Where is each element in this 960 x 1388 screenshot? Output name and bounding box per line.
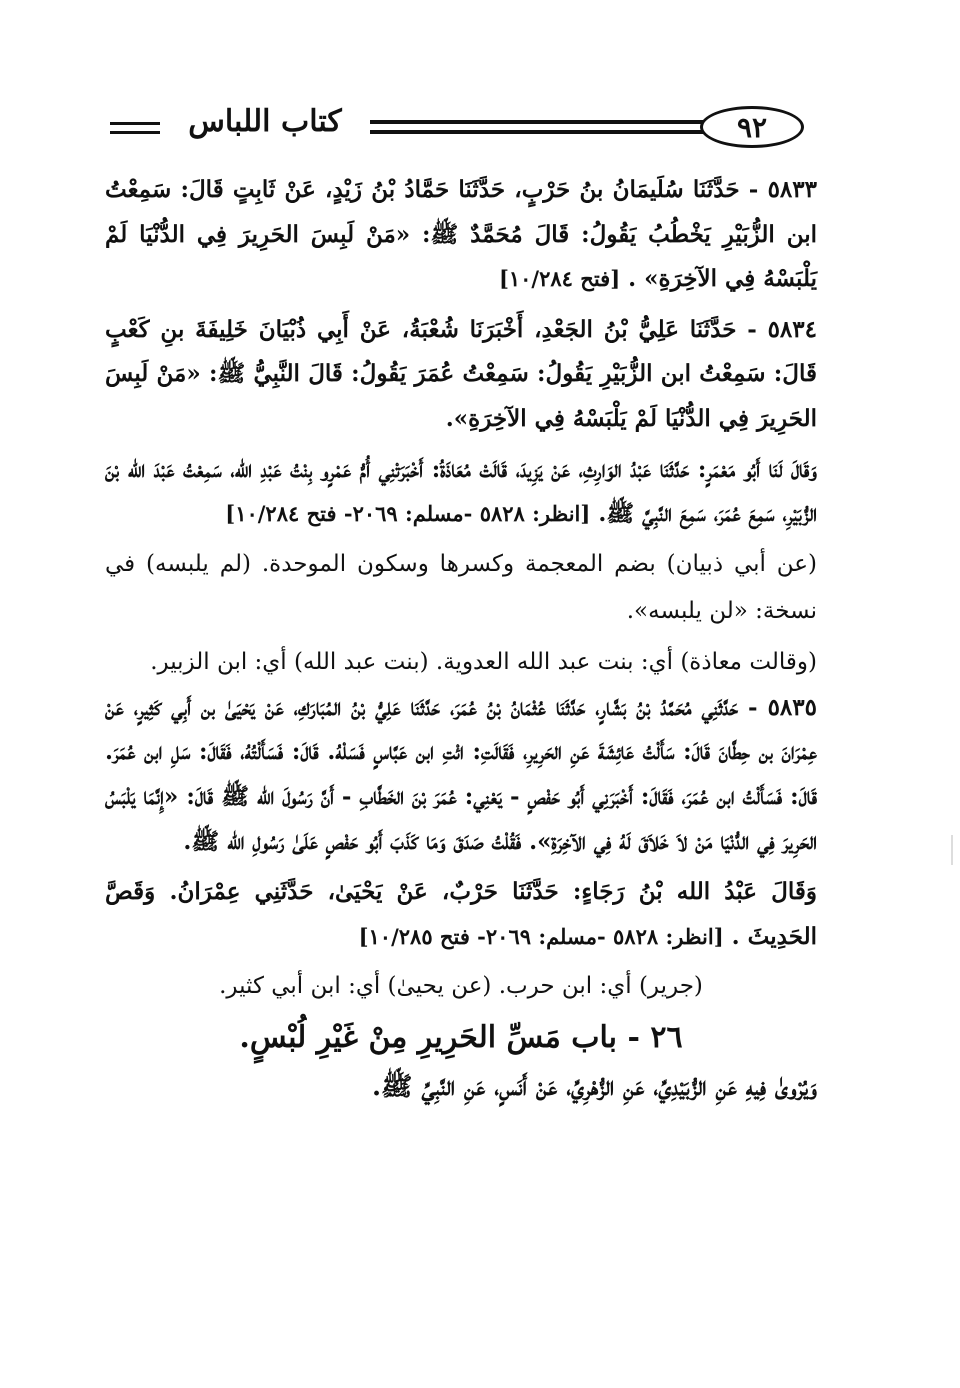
hadith-5835: ٥٨٣٥ - حَدَّثَنِي مُحَمَّدُ بْنُ بَشَّارٍ، حَدَّثَنَا عُثْمَانُ بْنُ عُمَرَ، حَدَّثَنَا عَلِيُّ بْنُ المُبَارَكِ، عَنْ يَحْيَىٰ بن أَبِي كَثِيرٍ، عَنْ عِمْرَانَ بن حِطَّانَ قَالَ: سَأَلْتُ عَائِشَةَ عَنِ الحَرِيرِ، فَقَالَتِ: ائْتِ ابن عَبَّاسٍ فَسَلْهُ. قَالَ: فَسَأَلْتُهُ، فَقَالَ: سَلِ ابن عُمَرَ. قَالَ: فَسَأَلْتُ ابن عُمَرَ، فَقَالَ: أَخْبَرَنِي أَبُو حَفْصٍ - يَعْنِي: عُمَرَ بْنَ الخَطَّابِ - أَنَّ رَسُولَ الله ﷺ قَالَ: «إِنَّمَا يَلْبَسُ الحَرِيرَ فِي الدُّنْيَا مَنْ لاَ خَلاَقَ لَهُ فِي الآخِرَةِ». فَقُلْتُ صَدَقَ وَمَا كَذَبَ أَبُو حَفْصٍ عَلَىٰ رَسُولِ الله ﷺ. <box>105 693 817 855</box>
page-header <box>100 92 820 162</box>
commentary-note-2: (وقالت معاذة) أي: بنت عبد الله العدوية. (بنت عبد الله) أي: ابن الزبير. <box>150 648 817 675</box>
hadith-5835-reference: [انظر: ٥٨٢٨ -مسلم: ٢٠٦٩- فتح ١٠/٢٨٥] <box>358 923 724 949</box>
chapter-narration: وَيُرْوىٰ فِيهِ عَنِ الزُّبَيْدِيِّ، عَنِ الزُّهْرِيِّ، عَنْ أَنَسٍ، عَنِ النَّبِيِّ ﷺ. <box>371 1072 817 1103</box>
hadith-5833 <box>105 168 817 302</box>
hadith-5834: ٥٨٣٤ - حَدَّثَنَا عَلِيُّ بْنُ الجَعْدِ، أَخْبَرَنَا شُعْبَةُ، عَنْ أَبِي ذُبْيَانَ خَلِيفَةَ بنِ كَعْبٍ قَالَ: سَمِعْتُ ابن الزُّبَيْرِ يَقُولُ: سَمِعْتُ عُمَرَ يَقُولُ: قَالَ النَّبِيُّ ﷺ: «مَنْ لَبِسَ الحَرِيرَ فِي الدُّنْيَا لَمْ يَلْبَسْهُ فِي الآخِرَةِ». <box>105 315 817 432</box>
hadith-5834-reference: [انظر: ٥٨٢٨ -مسلم: ٢٠٦٩- فتح ١٠/٢٨٤] <box>225 501 591 527</box>
hadith-5834-chain <box>105 448 817 537</box>
header-rule-left <box>110 122 160 134</box>
commentary-note-3: (جرير) أي: ابن حرب. (عن يحيىٰ) أي: ابن أبي كثير. <box>219 973 703 1000</box>
hadith-5835-chain <box>105 870 817 959</box>
page-body <box>105 168 817 1110</box>
page-number: ٩٢ <box>736 110 768 144</box>
hadith-5833-text: ٥٨٣٣ - حَدَّثَنَا سُلَيمَانُ بنُ حَرْبٍ، حَدَّثَنَا حَمَّادُ بْنُ زَيْدٍ، عَنْ ثَابِتٍ قَالَ: سَمِعْتُ ابن الزُّبَيْرِ يَخْطُبُ يَقُولُ: قَالَ مُحَمَّدٌ ﷺ: «مَنْ لَبِسَ الحَرِيرَ فِي الدُّنْيَا لَمْ يَلْبَسْهُ فِي الآخِرَةِ» . <box>105 176 817 293</box>
hadith-5833-reference: [فتح ١٠/٢٨٤] <box>498 266 621 292</box>
commentary-note-1: (عن أبي ذبيان) بضم المعجمة وكسرها وسكون الموحدة. (لم يلبسه) في نسخة: «لن يلبسه». <box>105 550 817 624</box>
hadith-5835-chain-text: وَقَالَ عَبْدُ الله بْنُ رَجَاءٍ: حَدَّثَنَا حَرْبٌ، عَنْ يَحْيَىٰ، حَدَّثَنِي عِمْرَانُ. وَقَصَّ الحَدِيثَ . <box>105 878 817 950</box>
hadith-5834-chain-text: وَقَالَ لَنَا أَبُو مَعْمَرٍ: حَدَّثَنَا عَبْدُ الوَارِثِ، عَنْ يَزِيدَ، قَالَتْ مُعَاذَةُ: أَخْبَرَتْنِي أُمُّ عَمْرٍو بِنْتُ عَبْدِ الله، سَمِعْتُ عَبْدَ الله بْنَ الزُّبَيْرِ، سَمِعَ عُمَرَ، سَمِعَ النَّبِيَّ ﷺ. <box>105 455 817 528</box>
book-title: كتاب اللباس <box>188 104 342 139</box>
scan-margin-mark <box>951 835 953 865</box>
page-number-badge <box>700 106 804 148</box>
chapter-heading: ٢٦ - باب مَسِّ الحَرِيرِ مِنْ غَيْرِ لُبْسٍ. <box>239 1020 683 1056</box>
